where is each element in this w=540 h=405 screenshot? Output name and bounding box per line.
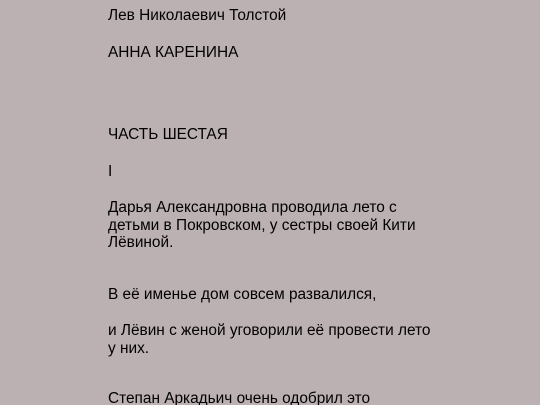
paragraph-3: и Лёвин с женой уговорили её провести лето у них.	[108, 322, 431, 357]
chapter-number: I	[108, 163, 113, 180]
ebook-page	[108, 0, 438, 405]
paragraph-2: В её именье дом совсем развалился,	[108, 286, 377, 303]
book-author: Лев Николаевич Толстой	[108, 7, 287, 24]
book-title: АННА КАРЕНИНА	[108, 44, 239, 61]
paragraph-1: Дарья Александровна проводила лето с детьми в Покровском, у сестры своей Кити Лёвиной.	[108, 199, 416, 252]
paragraph-4: Степан Аркадьич очень одобрил это	[108, 390, 371, 405]
part-heading: ЧАСТЬ ШЕСТАЯ	[108, 126, 228, 143]
